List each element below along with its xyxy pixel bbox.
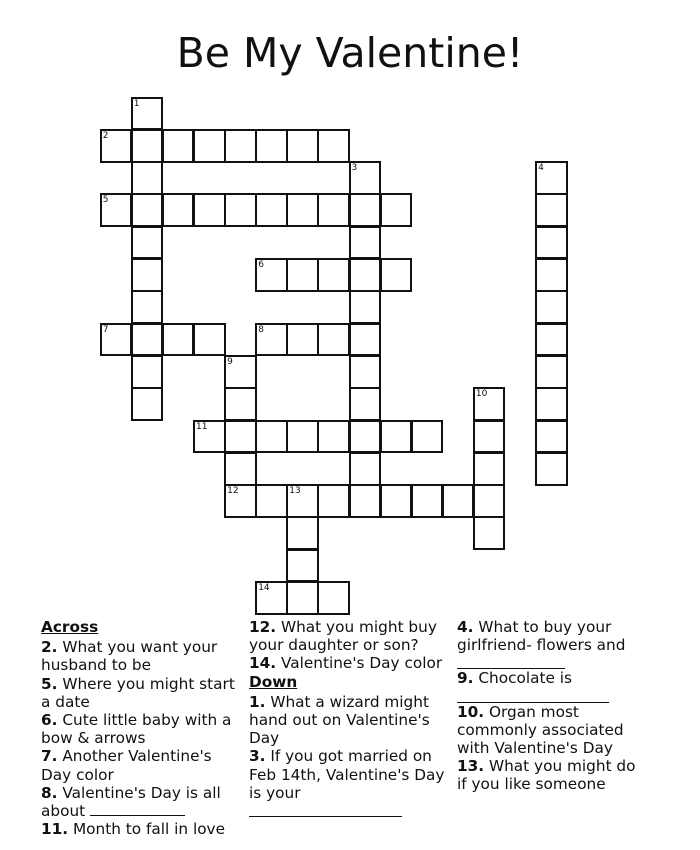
grid-cell[interactable]	[131, 290, 164, 324]
clue-down-13: 13. What you might do if you like someone	[457, 757, 636, 794]
grid-cell[interactable]	[535, 355, 568, 389]
clue-down-9: 9. Chocolate is	[457, 669, 642, 702]
grid-cell[interactable]	[100, 323, 133, 357]
grid-cell[interactable]	[193, 420, 226, 454]
grid-cell[interactable]	[411, 484, 444, 518]
grid-cell[interactable]	[349, 226, 382, 260]
across-header: Across	[41, 618, 99, 636]
clue-across-14: 14. Valentine's Day color	[249, 654, 443, 673]
grid-cell[interactable]	[286, 420, 319, 454]
grid-cell[interactable]	[317, 193, 350, 227]
grid-cell[interactable]	[131, 355, 164, 389]
grid-cell[interactable]	[473, 516, 506, 550]
grid-cell[interactable]	[255, 420, 288, 454]
grid-cell[interactable]	[349, 193, 382, 227]
grid-cell[interactable]	[286, 193, 319, 227]
grid-cell[interactable]	[224, 452, 257, 486]
cell-number: 4	[538, 163, 544, 174]
grid-cell[interactable]	[286, 581, 319, 615]
grid-cell[interactable]	[535, 258, 568, 292]
grid-cell[interactable]	[131, 323, 164, 357]
grid-cell[interactable]	[411, 420, 444, 454]
grid-cell[interactable]	[535, 452, 568, 486]
grid-cell[interactable]	[473, 387, 506, 421]
grid-cell[interactable]	[349, 484, 382, 518]
grid-cell[interactable]	[131, 161, 164, 195]
grid-cell[interactable]	[349, 323, 382, 357]
grid-cell[interactable]	[162, 323, 195, 357]
grid-cell[interactable]	[380, 420, 413, 454]
clue-down-4: 4. What to buy your girlfriend- flowers and	[457, 618, 642, 669]
grid-cell[interactable]	[255, 484, 288, 518]
grid-cell[interactable]	[535, 226, 568, 260]
grid-cell[interactable]	[255, 581, 288, 615]
grid-cell[interactable]	[131, 193, 164, 227]
cell-number: 9	[227, 356, 233, 367]
grid-cell[interactable]	[535, 387, 568, 421]
grid-cell[interactable]	[224, 355, 257, 389]
grid-cell[interactable]	[286, 516, 319, 550]
grid-cell[interactable]	[535, 290, 568, 324]
grid-cell[interactable]	[349, 161, 382, 195]
grid-cell[interactable]	[349, 258, 382, 292]
clue-across-11: 11. Month to fall in love	[41, 820, 226, 839]
grid-cell[interactable]	[193, 129, 226, 163]
grid-cell[interactable]	[193, 193, 226, 227]
cell-number: 3	[351, 163, 358, 174]
grid-cell[interactable]	[224, 420, 257, 454]
grid-cell[interactable]	[317, 258, 350, 292]
grid-cell[interactable]	[473, 452, 506, 486]
grid-cell[interactable]	[224, 387, 257, 421]
grid-cell[interactable]	[131, 129, 164, 163]
clue-across-6: 6. Cute little baby with a bow & arrows	[41, 711, 232, 748]
grid-cell[interactable]	[224, 129, 257, 163]
grid-cell[interactable]	[255, 323, 288, 357]
grid-cell[interactable]	[349, 387, 382, 421]
cell-number: 2	[102, 130, 109, 141]
clue-down-1: 1. What a wizard might hand out on Valentine's Day	[249, 692, 430, 748]
grid-cell[interactable]	[535, 420, 568, 454]
grid-cell[interactable]	[255, 193, 288, 227]
grid-cell[interactable]	[473, 420, 506, 454]
grid-cell[interactable]	[286, 258, 319, 292]
grid-cell[interactable]	[349, 420, 382, 454]
clue-across-7: 7. Another Valentine's Day color	[41, 747, 212, 784]
grid-cell[interactable]	[535, 323, 568, 357]
cell-number: 14	[258, 583, 270, 593]
cell-number: 12	[227, 486, 239, 497]
grid-cell[interactable]	[286, 323, 319, 357]
grid-cell[interactable]	[317, 323, 350, 357]
grid-cell[interactable]	[349, 290, 382, 324]
grid-cell[interactable]	[535, 193, 568, 227]
clue-down-3: 3. If you got married on Feb 14th, Valentine's Day is your	[249, 747, 454, 817]
grid-cell[interactable]	[349, 452, 382, 486]
grid-cell[interactable]	[131, 258, 164, 292]
grid-cell[interactable]	[473, 484, 506, 518]
cell-number: 5	[102, 195, 109, 206]
clue-across-2: 2. What you want your husband to be	[41, 638, 218, 675]
grid-cell[interactable]	[535, 161, 568, 195]
grid-cell[interactable]	[380, 484, 413, 518]
grid-cell[interactable]	[131, 226, 164, 260]
cell-number: 1	[133, 98, 140, 109]
grid-cell[interactable]	[380, 193, 413, 227]
grid-cell[interactable]	[224, 193, 257, 227]
clue-across-12: 12. What you might buy your daughter or son?	[249, 618, 437, 655]
puzzle-title: Be My Valentine!	[176, 29, 524, 77]
cell-number: 6	[258, 260, 264, 270]
cell-number: 13	[289, 486, 301, 497]
cell-number: 10	[475, 389, 488, 400]
grid-cell[interactable]	[162, 193, 195, 227]
clue-across-5: 5. Where you might start a date	[41, 674, 235, 711]
grid-cell[interactable]	[255, 129, 288, 163]
clues-column-3	[457, 618, 642, 794]
clues-column-2	[249, 618, 454, 817]
grid-cell[interactable]	[131, 97, 164, 131]
grid-cell[interactable]	[193, 323, 226, 357]
clue-down-10: 10. Organ most commonly associated with Valentine's Day	[457, 702, 624, 758]
down-header: Down	[249, 672, 298, 691]
clue-across-8: 8. Valentine's Day is all about	[41, 783, 221, 821]
cell-number: 7	[102, 324, 109, 335]
grid-cell[interactable]	[100, 193, 133, 227]
grid-cell[interactable]	[442, 484, 475, 518]
grid-cell[interactable]	[317, 484, 350, 518]
grid-cell[interactable]	[317, 129, 350, 163]
grid-cell[interactable]	[255, 258, 288, 292]
cell-number: 11	[196, 421, 208, 432]
grid-cell[interactable]	[286, 549, 319, 583]
grid-cell[interactable]	[380, 258, 413, 292]
grid-cell[interactable]	[286, 129, 319, 163]
grid-cell[interactable]	[349, 355, 382, 389]
grid-cell[interactable]	[162, 129, 195, 163]
grid-cell[interactable]	[100, 129, 133, 163]
grid-cell[interactable]	[317, 420, 350, 454]
grid-cell[interactable]	[224, 484, 257, 518]
cell-number: 8	[258, 324, 264, 335]
clues-column-1	[41, 618, 241, 838]
grid-cell[interactable]	[317, 581, 350, 615]
grid-cell[interactable]	[131, 387, 164, 421]
grid-cell[interactable]	[286, 484, 319, 518]
